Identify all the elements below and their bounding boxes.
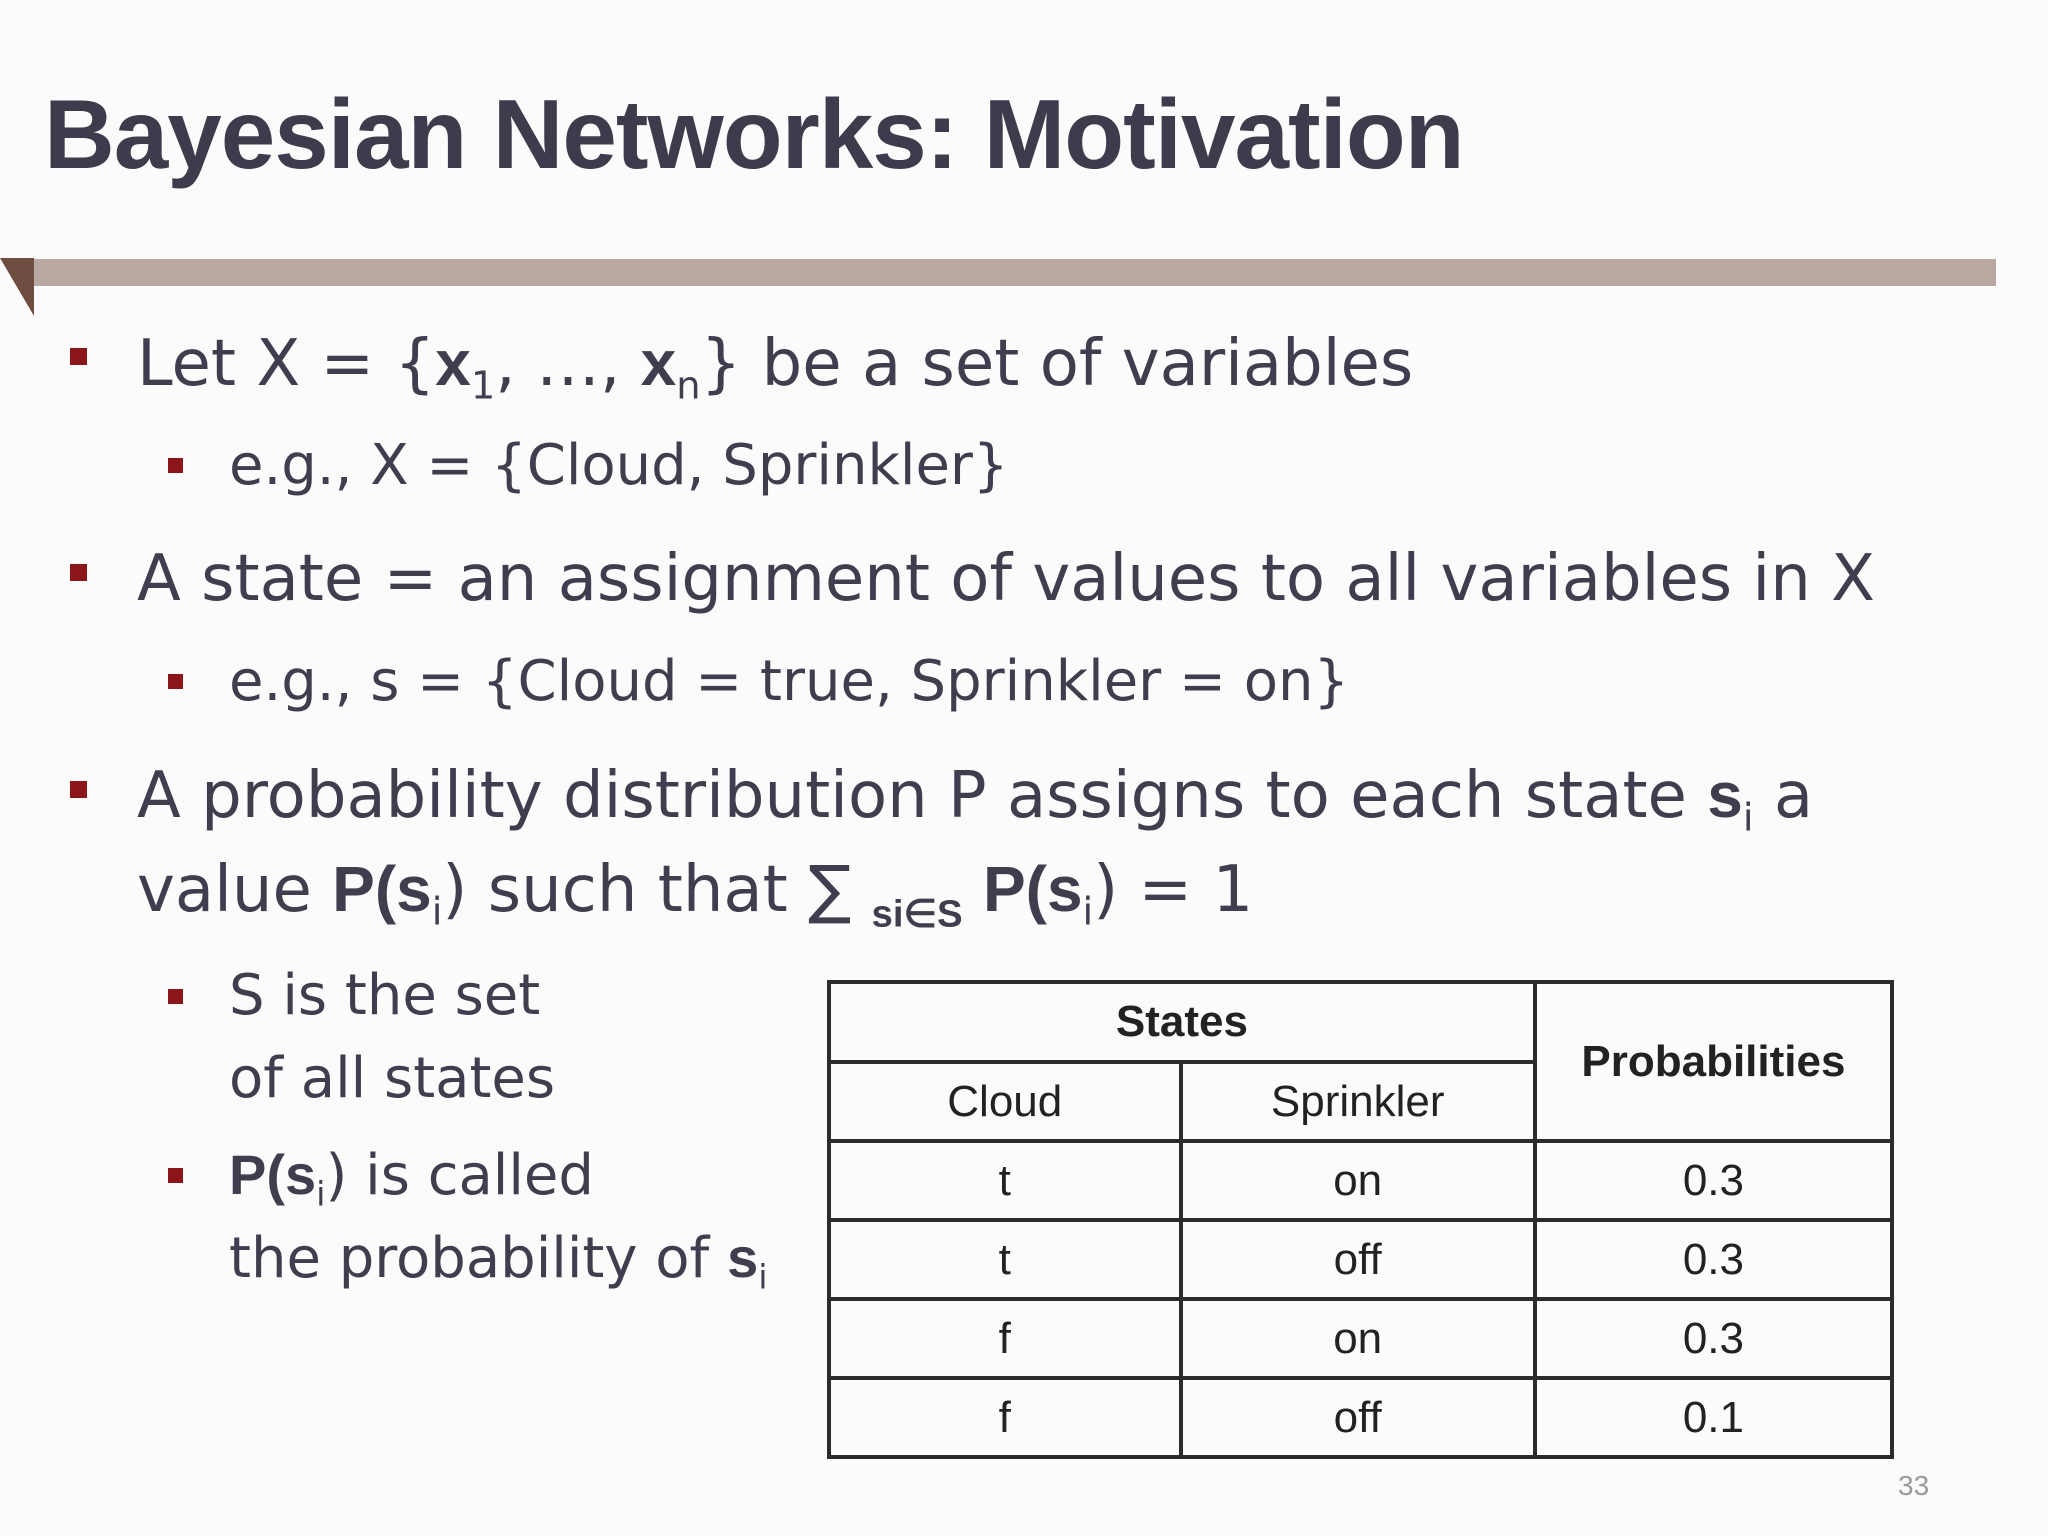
cloud-cell: t xyxy=(829,1141,1181,1220)
bullet-marker xyxy=(168,1168,183,1183)
probability-cell: 0.3 xyxy=(1535,1141,1892,1220)
probability-cell: 0.3 xyxy=(1535,1299,1892,1378)
probability-cell: 0.1 xyxy=(1535,1378,1892,1457)
bullet-variables-example: e.g., X = {Cloud, Sprinkler} xyxy=(229,433,1009,498)
bullet-marker xyxy=(70,564,87,581)
page-number: 33 xyxy=(1898,1470,1930,1501)
bullet-marker xyxy=(168,674,183,689)
sprinkler-header: Sprinkler xyxy=(1181,1062,1535,1141)
probability-table xyxy=(827,980,1894,1459)
table-row xyxy=(829,1299,1892,1378)
table-row xyxy=(829,1378,1892,1457)
sprinkler-cell: on xyxy=(1181,1141,1535,1220)
sprinkler-cell: off xyxy=(1181,1220,1535,1299)
bullet-distribution-line2: value $P(s_i)$ such that ∑ $_{si\in S}$ $P(s_i) = 1$ xyxy=(137,853,1254,936)
cloud-cell: f xyxy=(829,1299,1181,1378)
cloud-cell: f xyxy=(829,1378,1181,1457)
title-rule-tick xyxy=(0,258,34,316)
bullet-distribution-line1: A probability distribution P assigns to each state $s_i$ a xyxy=(137,759,1814,841)
bullet-set-of-states-line2: of all states xyxy=(229,1046,556,1111)
bullet-marker xyxy=(168,989,183,1004)
cloud-cell: t xyxy=(829,1220,1181,1299)
sum-symbol: ∑ xyxy=(808,853,852,927)
bullet-set-of-states-line1: S is the set xyxy=(229,963,541,1028)
states-header: States xyxy=(829,982,1535,1062)
probabilities-header: Probabilities xyxy=(1535,982,1892,1141)
title-rule xyxy=(34,259,1996,286)
sprinkler-cell: off xyxy=(1181,1378,1535,1457)
sprinkler-cell: on xyxy=(1181,1299,1535,1378)
probability-cell: 0.3 xyxy=(1535,1220,1892,1299)
bullet-marker xyxy=(168,458,183,473)
bullet-state: A state = an assignment of values to all variables in X xyxy=(137,542,1875,616)
bullet-variables: Let $X = \{x_1$, …, $x_n$} be a set of variables xyxy=(137,327,1414,409)
bullet-marker xyxy=(70,781,87,798)
bullet-marker xyxy=(70,348,87,365)
slide-title: Bayesian Networks: Motivation xyxy=(44,79,1464,189)
table-row xyxy=(829,1141,1892,1220)
cloud-header: Cloud xyxy=(829,1062,1181,1141)
bullet-state-example: e.g., s = {Cloud = true, Sprinkler = on} xyxy=(229,649,1350,714)
table-row xyxy=(829,1220,1892,1299)
bullet-probability-line2: the probability of $s_i$ xyxy=(229,1226,768,1297)
bullet-probability-line1: $P(s_i)$ is called xyxy=(229,1143,594,1214)
